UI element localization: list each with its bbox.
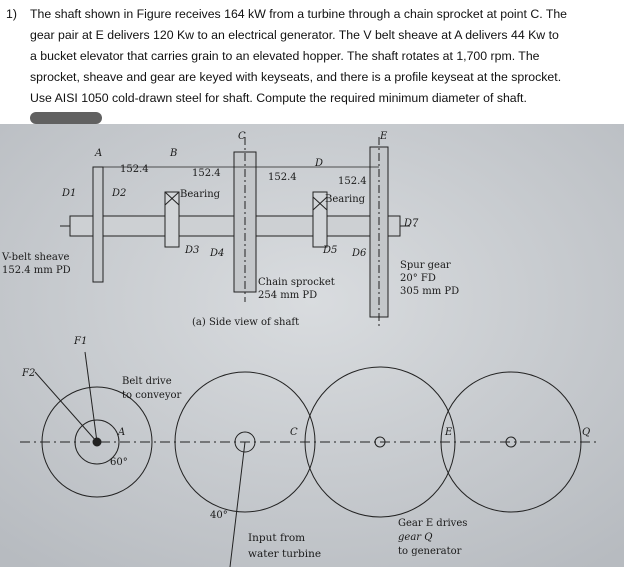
spur-gear-label-1: Spur gear bbox=[400, 260, 451, 271]
front-point-c: C bbox=[290, 427, 298, 438]
diameter-d2: D2 bbox=[112, 188, 127, 199]
diameter-d7: D7 bbox=[404, 218, 419, 229]
problem-statement bbox=[6, 4, 616, 109]
point-c-label: C bbox=[238, 131, 246, 142]
figure-caption: (a) Side view of shaft bbox=[192, 317, 300, 328]
problem-line-3: a bucket elevator that carries grain to an elevated hopper. The shaft rotates at 1,700 rpm. The bbox=[30, 49, 540, 63]
problem-line-4: sprocket, sheave and gear are keyed with keyseats, and there is a profile keyseat at the sprocket. bbox=[30, 70, 562, 84]
bearing-left-label: Bearing bbox=[180, 189, 221, 200]
angle-40-label: 40° bbox=[210, 510, 228, 521]
gear-e-drives-label-2: gear Q bbox=[398, 532, 433, 543]
belt-drive-label-2: to conveyor bbox=[122, 390, 182, 401]
front-point-q: Q bbox=[582, 427, 591, 438]
diameter-d6: D6 bbox=[352, 248, 367, 259]
dim-bc: 152.4 bbox=[192, 168, 221, 179]
vbelt-sheave-label-2: 152.4 mm PD bbox=[2, 265, 71, 276]
dim-cd: 152.4 bbox=[268, 172, 297, 183]
point-e-label: E bbox=[380, 131, 388, 142]
sprocket-label-2: 254 mm PD bbox=[258, 290, 318, 301]
force-f2-label: F2 bbox=[22, 368, 36, 379]
point-b-label: B bbox=[170, 148, 178, 159]
figure-drawing bbox=[0, 112, 624, 567]
sprocket-label-1: Chain sprocket bbox=[258, 277, 335, 288]
gear-e-drives-label-3: to generator bbox=[398, 546, 462, 557]
force-f1-label: F1 bbox=[74, 336, 88, 347]
bearing-left bbox=[165, 192, 179, 247]
spur-gear-label-3: 305 mm PD bbox=[400, 286, 460, 297]
diameter-d1: D1 bbox=[62, 188, 77, 199]
bearing-right-label: Bearing bbox=[325, 194, 366, 205]
gear-e-drives-label-1: Gear E drives bbox=[398, 518, 468, 529]
diameter-d4: D4 bbox=[210, 248, 225, 259]
diameter-d5: D5 bbox=[323, 245, 338, 256]
angle-60-label: 60° bbox=[110, 457, 128, 468]
front-point-a: A bbox=[118, 427, 126, 438]
shaft-figure bbox=[0, 112, 624, 567]
point-d-label: D bbox=[315, 158, 324, 169]
problem-line-1: 1) The shaft shown in Figure receives 164 kW from a turbine through a chain sprocket at point C. The bbox=[6, 4, 616, 25]
belt-drive-label-1: Belt drive bbox=[122, 376, 172, 387]
dim-de: 152.4 bbox=[338, 176, 367, 187]
point-a-label: A bbox=[95, 148, 103, 159]
input-label-2: water turbine bbox=[248, 548, 322, 560]
vbelt-sheave bbox=[93, 167, 103, 282]
spur-gear-label-2: 20° FD bbox=[400, 273, 436, 284]
problem-line-2: gear pair at E delivers 120 Kw to an electrical generator. The V belt sheave at A delivers 44 Kw to bbox=[30, 28, 559, 42]
diameter-d3: D3 bbox=[185, 245, 200, 256]
front-point-e: E bbox=[445, 427, 453, 438]
input-label-1: Input from bbox=[248, 532, 306, 544]
vbelt-sheave-label-1: V-belt sheave bbox=[2, 252, 70, 263]
dim-ab: 152.4 bbox=[120, 164, 149, 175]
problem-number: 1) bbox=[6, 7, 17, 21]
problem-line-5: Use AISI 1050 cold-drawn steel for shaft. Compute the required minimum diameter of shaft. bbox=[30, 91, 527, 105]
